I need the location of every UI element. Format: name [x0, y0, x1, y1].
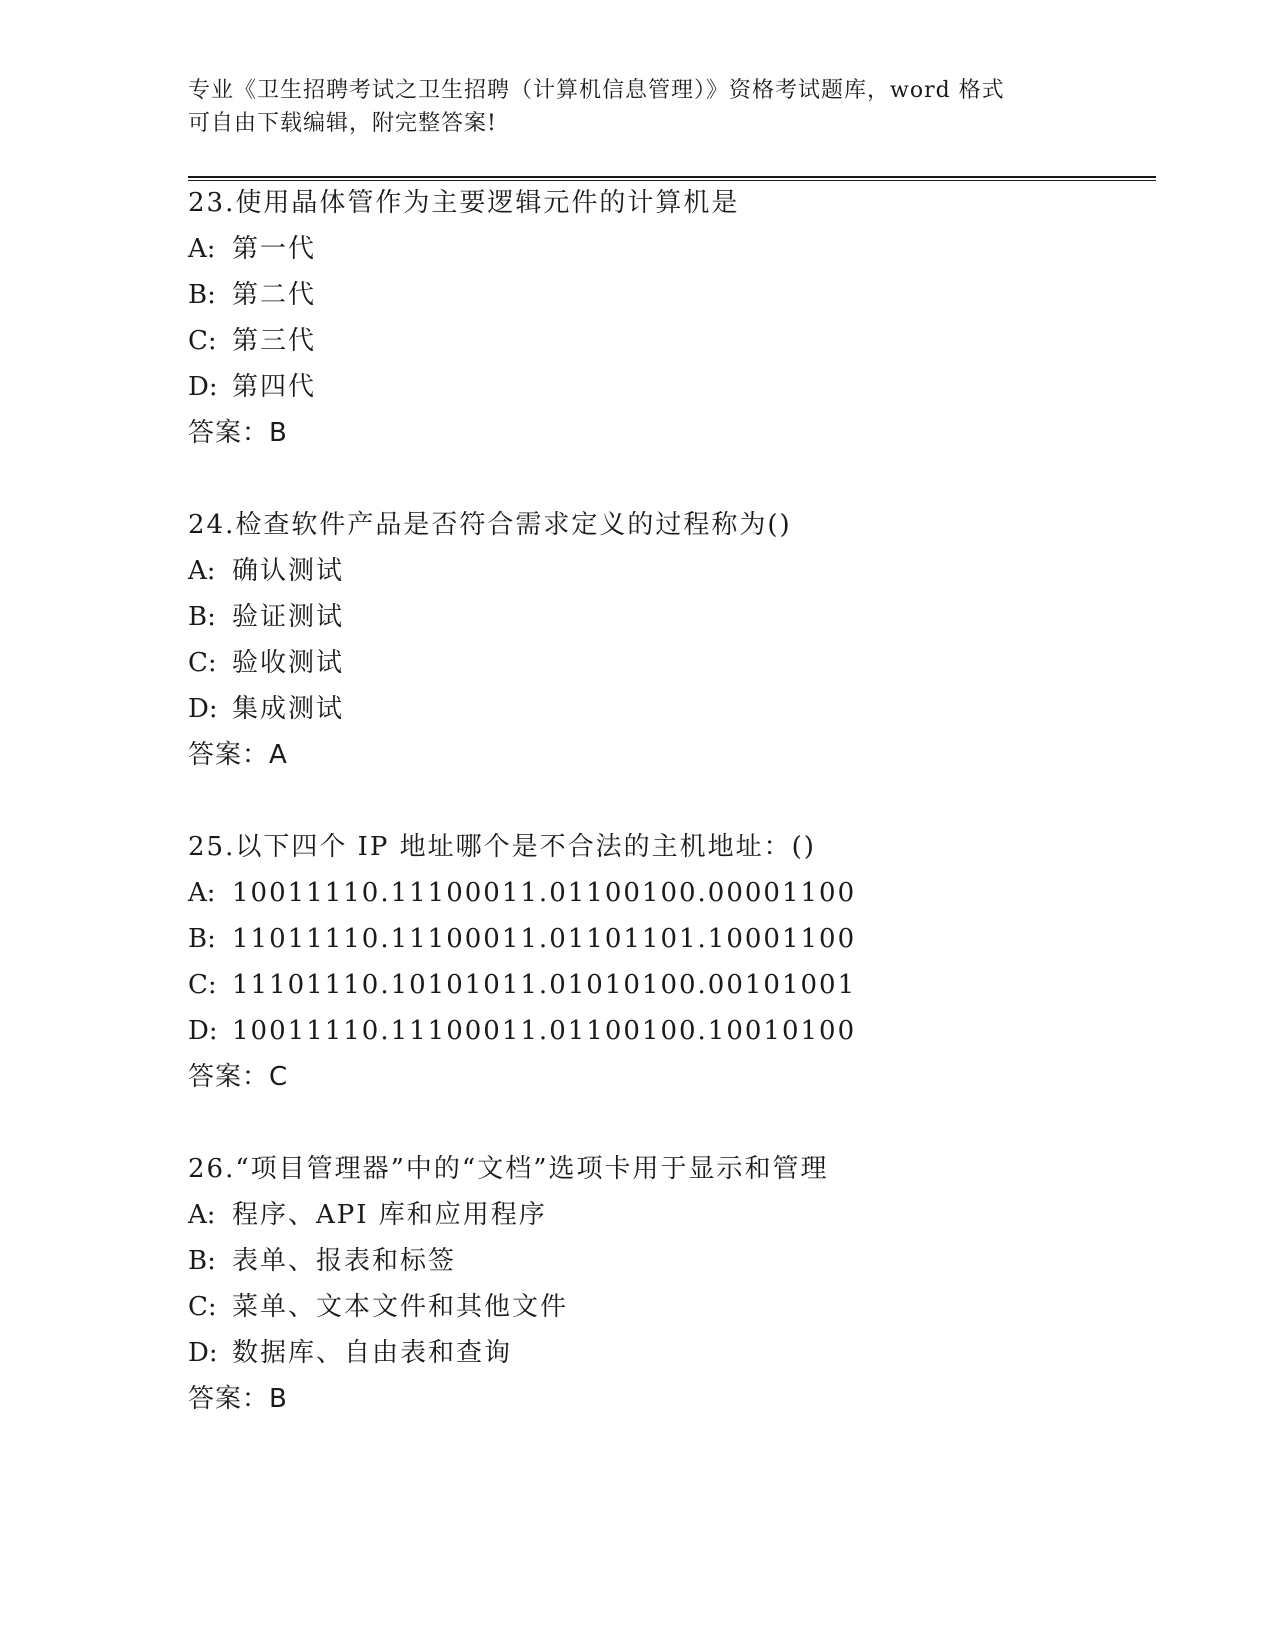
option-b: [188, 272, 1168, 318]
option-d: [188, 1330, 1168, 1376]
option-text: 验收测试: [232, 648, 345, 678]
header-line-2: 可自由下载编辑，附完整答案!: [188, 111, 497, 136]
option-text: 表单、报表和标签: [232, 1246, 457, 1276]
option-b: [188, 1238, 1168, 1284]
option-a: [188, 548, 1168, 594]
option-d: [188, 1008, 1168, 1054]
option-letter: A:: [188, 1200, 216, 1230]
answer-line: 答案：B: [188, 1384, 288, 1414]
header-line-1: 专业《卫生招聘考试之卫生招聘（计算机信息管理）》资格考试题库，word 格式: [188, 78, 1005, 103]
option-c: [188, 640, 1168, 686]
option-text: 集成测试: [232, 694, 345, 724]
option-a: [188, 1192, 1168, 1238]
question-24: [188, 502, 1168, 778]
option-letter: A:: [188, 234, 216, 264]
option-text: 第四代: [232, 372, 317, 402]
question-23: [188, 180, 1168, 456]
document-header: [188, 74, 1088, 140]
option-c: [188, 1284, 1168, 1330]
option-letter: B:: [188, 602, 216, 632]
option-b: [188, 916, 1168, 962]
question-stem: 23.使用晶体管作为主要逻辑元件的计算机是: [188, 188, 740, 218]
option-text: 菜单、文本文件和其他文件: [232, 1292, 569, 1322]
option-letter: D:: [188, 1338, 218, 1368]
option-text: 验证测试: [232, 602, 345, 632]
option-letter: B:: [188, 924, 216, 954]
option-text: 第三代: [232, 326, 317, 356]
answer-line: 答案：C: [188, 1062, 289, 1092]
answer-line: 答案：B: [188, 418, 288, 448]
option-text: 第一代: [232, 234, 317, 264]
option-text: 10011110.11100011.01100100.00001100: [232, 878, 857, 908]
question-stem: 25.以下四个 IP 地址哪个是不合法的主机地址：(): [188, 832, 816, 862]
option-a: [188, 870, 1168, 916]
answer-line: 答案：A: [188, 740, 288, 770]
option-b: [188, 594, 1168, 640]
option-text: 10011110.11100011.01100100.10010100: [232, 1016, 857, 1046]
question-stem: 24.检查软件产品是否符合需求定义的过程称为(): [188, 510, 792, 540]
option-a: [188, 226, 1168, 272]
option-letter: D:: [188, 694, 218, 724]
option-d: [188, 364, 1168, 410]
option-letter: D:: [188, 372, 218, 402]
option-letter: C:: [188, 970, 217, 1000]
option-letter: A:: [188, 556, 216, 586]
question-stem: 26.“项目管理器”中的“文档”选项卡用于显示和管理: [188, 1154, 829, 1184]
option-letter: D:: [188, 1016, 218, 1046]
option-letter: C:: [188, 326, 217, 356]
option-text: 第二代: [232, 280, 317, 310]
option-c: [188, 962, 1168, 1008]
option-letter: A:: [188, 878, 216, 908]
option-letter: B:: [188, 1246, 216, 1276]
option-text: 11101110.10101011.01010100.00101001: [232, 970, 857, 1000]
option-text: 确认测试: [232, 556, 345, 586]
question-26: [188, 1146, 1168, 1422]
option-d: [188, 686, 1168, 732]
option-letter: B:: [188, 280, 216, 310]
option-text: 程序、API 库和应用程序: [232, 1200, 547, 1230]
option-letter: C:: [188, 648, 217, 678]
option-text: 数据库、自由表和查询: [232, 1338, 513, 1368]
option-letter: C:: [188, 1292, 217, 1322]
option-c: [188, 318, 1168, 364]
option-text: 11011110.11100011.01101101.10001100: [232, 924, 857, 954]
question-25: [188, 824, 1168, 1100]
